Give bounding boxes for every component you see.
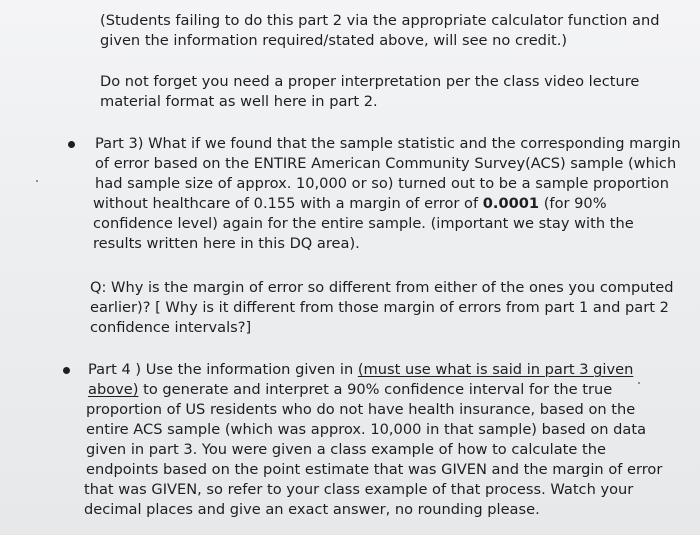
part3-line-4-text-a: without healthcare of 0.155 with a margin of error of [93,195,483,212]
part3-line-1: Part 3) What if we found that the sample statistic and the corresponding margin [95,135,681,152]
part4-line-1 [88,360,633,380]
part4-underlined-text-2: above) [88,381,139,398]
bullet-part3-icon [68,141,75,148]
margin-of-error-value: 0.0001 [482,195,540,212]
para1-line-1: (Students failing to do this part 2 via the appropriate calculator function and [100,12,660,29]
part3-line-3: had sample size of approx. 10,000 or so) turned out to be a sample proportion [95,175,669,192]
margin-speck-2 [638,382,640,384]
part3-line-5: confidence level) again for the entire sample. (important we stay with the [93,215,634,232]
part4-line-6: endpoints based on the point estimate that was GIVEN and the margin of error [86,461,663,478]
part4-line-8: decimal places and give an exact answer, no rounding please. [84,501,540,518]
question-line-3: confidence intervals?] [90,319,252,336]
para2-line-2: material format as well here in part 2. [100,93,378,110]
question-line-1: Q: Why is the margin of error so different from either of the ones you computed [90,279,674,296]
part4-line-5: given in part 3. You were given a class example of how to calculate the [86,441,606,458]
part4-underlined-text-1: (must use what is said in part 3 given [357,361,634,378]
para1-line-2: given the information required/stated above, will see no credit.) [100,32,568,49]
part3-line-6: results written here in this DQ area). [93,235,360,252]
question-line-2: earlier)? [ Why is it different from those margin of errors from part 1 and part 2 [90,299,669,316]
part4-line-4: entire ACS sample (which was approx. 10,000 in that sample) based on data [86,421,647,438]
part3-line-2: of error based on the ENTIRE American Community Survey(ACS) sample (which [95,155,677,172]
part4-line-3: proportion of US residents who do not have health insurance, based on the [86,401,636,418]
part3-line-4 [93,194,607,214]
para2-line-1: Do not forget you need a proper interpretation per the class video lecture [100,73,640,90]
bullet-part4-icon [63,367,70,374]
part4-line-2-text-b: to generate and interpret a 90% confidence interval for the true [138,381,613,398]
part4-line-7: that was GIVEN, so refer to your class example of that process. Watch your [84,481,634,498]
part4-line-1-text-a: Part 4 ) Use the information given in [88,361,358,378]
part4-line-2 [88,380,612,400]
margin-speck [36,180,38,182]
part3-line-4-text-c: (for 90% [539,195,607,212]
